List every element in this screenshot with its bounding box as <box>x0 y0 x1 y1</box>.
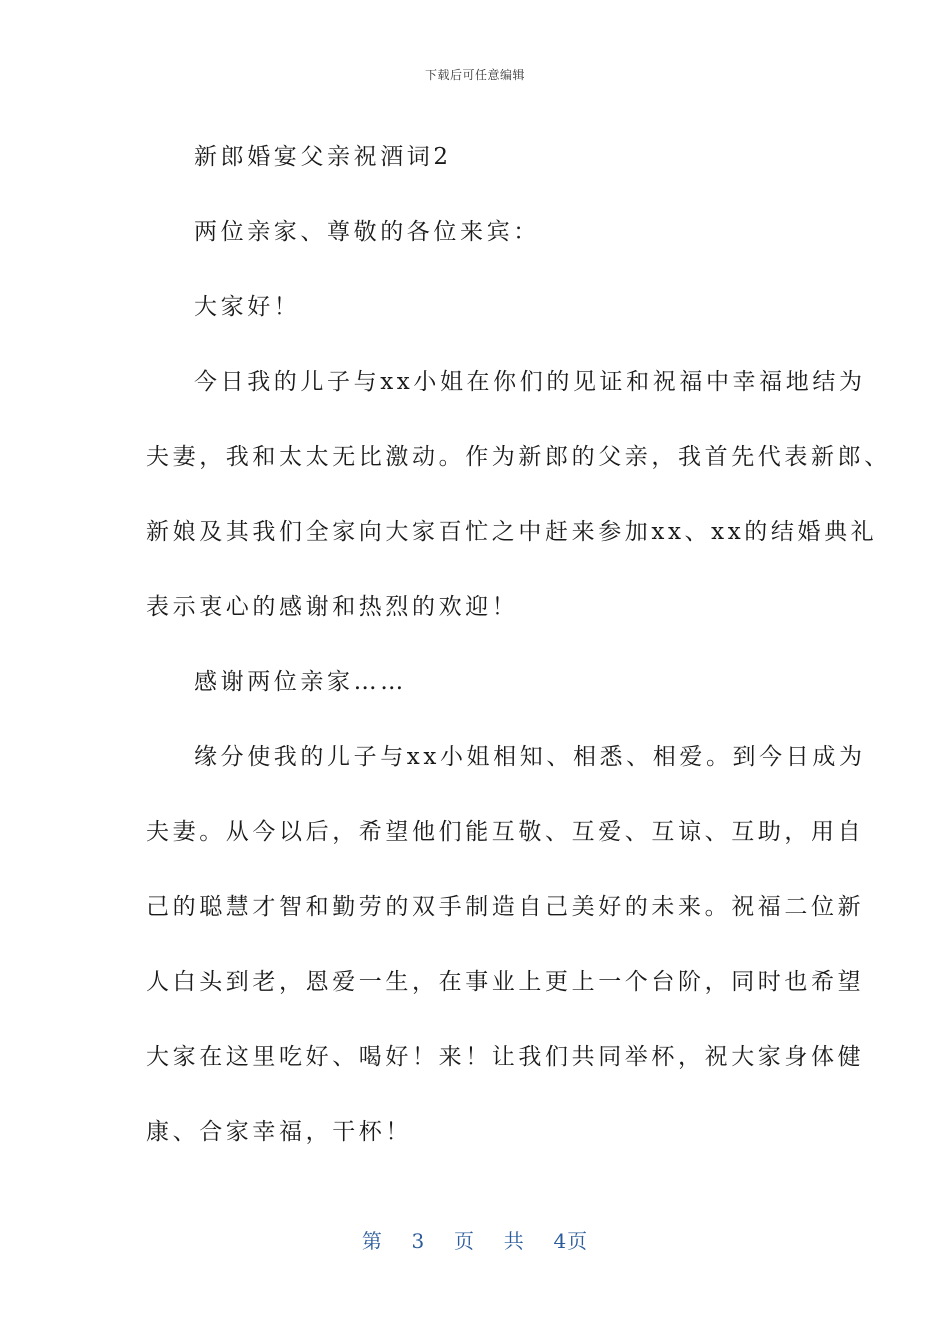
paragraph-1-line-3: 新娘及其我们全家向大家百忙之中赶来参加xx、xx的结婚典礼 <box>146 519 878 545</box>
footer-current-page: 3 <box>411 1229 426 1253</box>
paragraph-2-line-3: 己的聪慧才智和勤劳的双手制造自己美好的未来。祝福二位新 <box>146 894 865 920</box>
document-body <box>146 120 891 1170</box>
paragraph-1-line-1: 今日我的儿子与xx小姐在你们的见证和祝福中幸福地结为 <box>194 369 866 395</box>
footer-total-word: 共 <box>503 1229 525 1253</box>
paragraph-2-line-1: 缘分使我的儿子与xx小姐相知、相悉、相爱。到今日成为 <box>194 744 866 770</box>
greeting: 大家好！ <box>194 294 301 320</box>
paragraph-2-line-5: 大家在这里吃好、喝好！来！让我们共同举杯，祝大家身体健 <box>146 1044 865 1070</box>
footer-prefix: 第 <box>361 1229 383 1253</box>
paragraph-2-line-6: 康、合家幸福，干杯！ <box>146 1119 412 1145</box>
salutation: 两位亲家、尊敬的各位来宾： <box>194 219 540 245</box>
header-note: 下载后可任意编辑 <box>424 68 525 82</box>
page-footer <box>0 1225 950 1254</box>
footer-total-pages: 4页 <box>553 1229 589 1253</box>
document-title: 新郎婚宴父亲祝酒词2 <box>194 144 452 170</box>
paragraph-1-line-2: 夫妻，我和太太无比激动。作为新郎的父亲，我首先代表新郎、 <box>146 444 891 470</box>
paragraph-1-line-4: 表示衷心的感谢和热烈的欢迎！ <box>146 594 519 620</box>
paragraph-2-line-4: 人白头到老，恩爱一生，在事业上更上一个台阶，同时也希望 <box>146 969 865 995</box>
paragraph-2-line-2: 夫妻。从今以后，希望他们能互敬、互爱、互谅、互助，用自 <box>146 819 865 845</box>
thanks-line: 感谢两位亲家…… <box>194 669 407 695</box>
footer-page-word: 页 <box>454 1229 475 1253</box>
